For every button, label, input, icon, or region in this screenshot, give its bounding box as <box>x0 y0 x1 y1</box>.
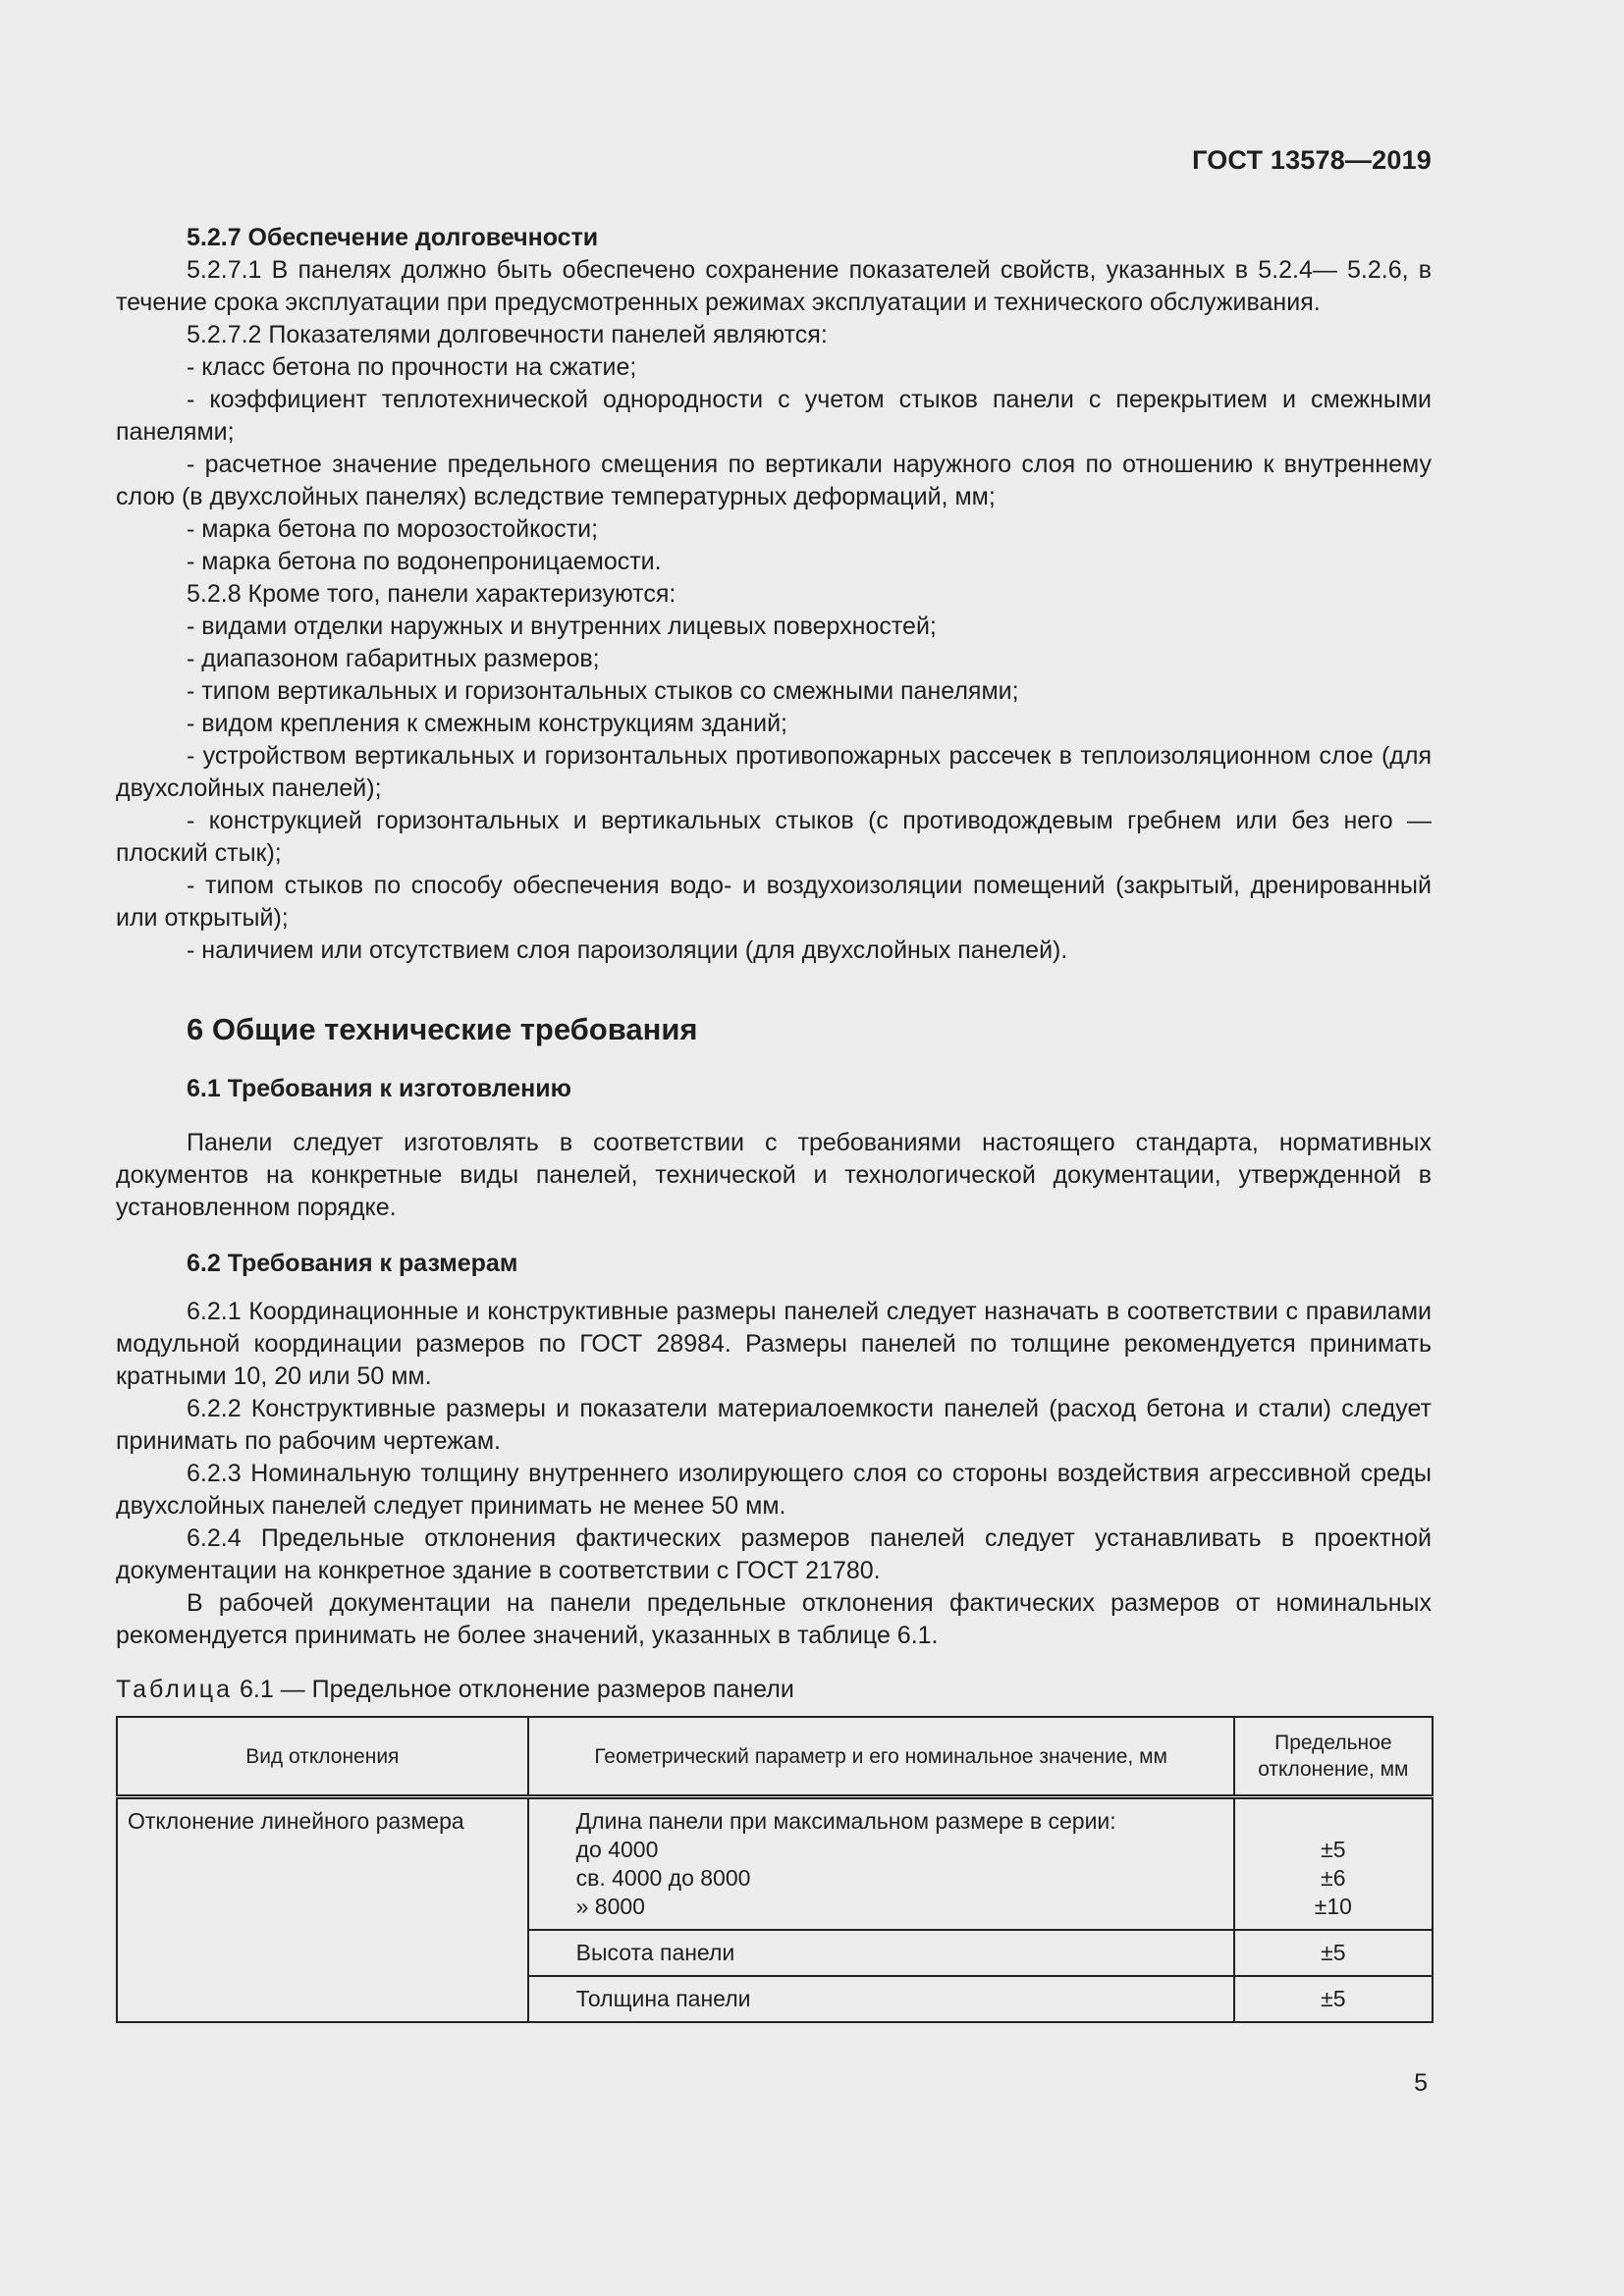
length-option: » 8000 <box>575 1894 645 1919</box>
section-6-1-title: 6.1 Требования к изготовлению <box>187 1075 572 1102</box>
list-item: - видом крепления к смежным конструкциям зданий; <box>187 710 787 737</box>
length-option: св. 4000 до 8000 <box>575 1865 751 1891</box>
paragraph-6-2-2: 6.2.2 Конструктивные размеры и показатели материалоемкости панелей (расход бетона и стали) следует принимать по рабочим чертежам. <box>116 1395 1432 1455</box>
list-item: - типом стыков по способу обеспечения водо- и воздухоизоляции помещений (закрытый, дренированный или открытый); <box>116 872 1432 932</box>
table-caption-label: Таблица <box>116 1676 234 1703</box>
length-option: до 4000 <box>575 1837 659 1862</box>
paragraph-6-1: Панели следует изготовлять в соответствии с требованиями настоящего стандарта, нормативных документов на конкретные виды панелей, технической и технологической документации, утвержденной в установленном порядке. <box>116 1129 1432 1221</box>
list-item: - диапазоном габаритных размеров; <box>187 645 600 672</box>
height-tolerance-cell: ±5 <box>1234 1930 1433 1976</box>
thickness-tolerance-cell: ±5 <box>1234 1976 1433 2022</box>
list-item: - класс бетона по прочности на сжатие; <box>187 353 637 381</box>
paragraph-6-2-3: 6.2.3 Номинальную толщину внутреннего изолирующего слоя со стороны воздействия агрессивной среды двухслойных панелей следует принимать не менее 50 мм. <box>116 1460 1432 1520</box>
list-item: - устройством вертикальных и горизонтальных противопожарных рассечек в теплоизоляционном слое (для двухслойных панелей); <box>116 742 1432 802</box>
paragraph-6-2-4: 6.2.4 Предельные отклонения фактических размеров панелей следует устанавливать в проектной документации на конкретное здание в соответствии с ГОСТ 21780. <box>116 1524 1432 1584</box>
document-header: ГОСТ 13578—2019 <box>1192 145 1432 175</box>
list-item: - коэффициент теплотехнической однородности с учетом стыков панели с перекрытием и смежными панелями; <box>116 386 1432 446</box>
deviation-table <box>116 1716 1434 2023</box>
table-caption <box>116 1674 1432 1706</box>
deviation-type-cell: Отклонение линейного размера <box>117 1797 528 2023</box>
section-6-2-title: 6.2 Требования к размерам <box>187 1250 518 1277</box>
thickness-param-cell: Толщина панели <box>528 1976 1234 2022</box>
table-row <box>117 1797 1433 1931</box>
list-item: - типом вертикальных и горизонтальных стыков со смежными панелями; <box>187 677 1019 705</box>
list-item: - расчетное значение предельного смещения по вертикали наружного слоя по отношению к внутреннему слою (в двухслойных панелях) вследствие температурных деформаций, мм; <box>116 451 1432 510</box>
tolerance-value: ±5 <box>1321 1837 1346 1862</box>
section-5-2-7-title: 5.2.7 Обеспечение долговечности <box>187 224 599 251</box>
length-tolerance-cell <box>1234 1797 1433 1931</box>
document-body <box>116 222 1432 2023</box>
paragraph-5-2-7-1: 5.2.7.1 В панелях должно быть обеспечено сохранение показателей свойств, указанных в 5.2.4— 5.2.6, в течение срока эксплуатации при предусмотренных режимах эксплуатации и технического обслуживания. <box>116 256 1432 316</box>
table-header-row <box>117 1717 1433 1797</box>
table-caption-text: 6.1 — Предельное отклонение размеров панели <box>239 1676 794 1703</box>
length-param-cell <box>528 1797 1234 1931</box>
table-header-cell: Предельное отклонение, мм <box>1234 1717 1433 1797</box>
paragraph-6-2-1: 6.2.1 Координационные и конструктивные размеры панелей следует назначать в соответствии с правилами модульной координации размеров по ГОСТ 28984. Размеры панелей по толщине рекомендуется принимать кратными 10, 20 или 50 мм. <box>116 1298 1432 1390</box>
tolerance-value: ±10 <box>1314 1894 1352 1919</box>
list-item: - наличием или отсутствием слоя пароизоляции (для двухслойных панелей). <box>187 936 1068 964</box>
table-header-cell: Геометрический параметр и его номинальное значение, мм <box>528 1717 1234 1797</box>
table-header-cell: Вид отклонения <box>117 1717 528 1797</box>
paragraph-5-2-8: 5.2.8 Кроме того, панели характеризуются: <box>187 580 677 608</box>
paragraph-6-2-4-note: В рабочей документации на панели предельные отклонения фактических размеров от номинальных рекомендуется принимать не более значений, указанных в таблице 6.1. <box>116 1589 1432 1649</box>
height-param-cell: Высота панели <box>528 1930 1234 1976</box>
list-item: - марка бетона по водонепроницаемости. <box>187 548 662 575</box>
tolerance-value: ±6 <box>1321 1865 1346 1891</box>
list-item: - видами отделки наружных и внутренних лицевых поверхностей; <box>187 613 937 640</box>
list-item: - конструкцией горизонтальных и вертикальных стыков (с противодождевым гребнем или без него — плоский стык); <box>116 807 1432 867</box>
list-item: - марка бетона по морозостойкости; <box>187 515 599 543</box>
page-number: 5 <box>1414 2069 1428 2097</box>
section-6-title: 6 Общие технические требования <box>187 1012 698 1046</box>
paragraph-5-2-7-2: 5.2.7.2 Показателями долговечности панелей являются: <box>187 321 828 348</box>
length-label: Длина панели при максимальном размере в серии: <box>575 1808 1116 1834</box>
